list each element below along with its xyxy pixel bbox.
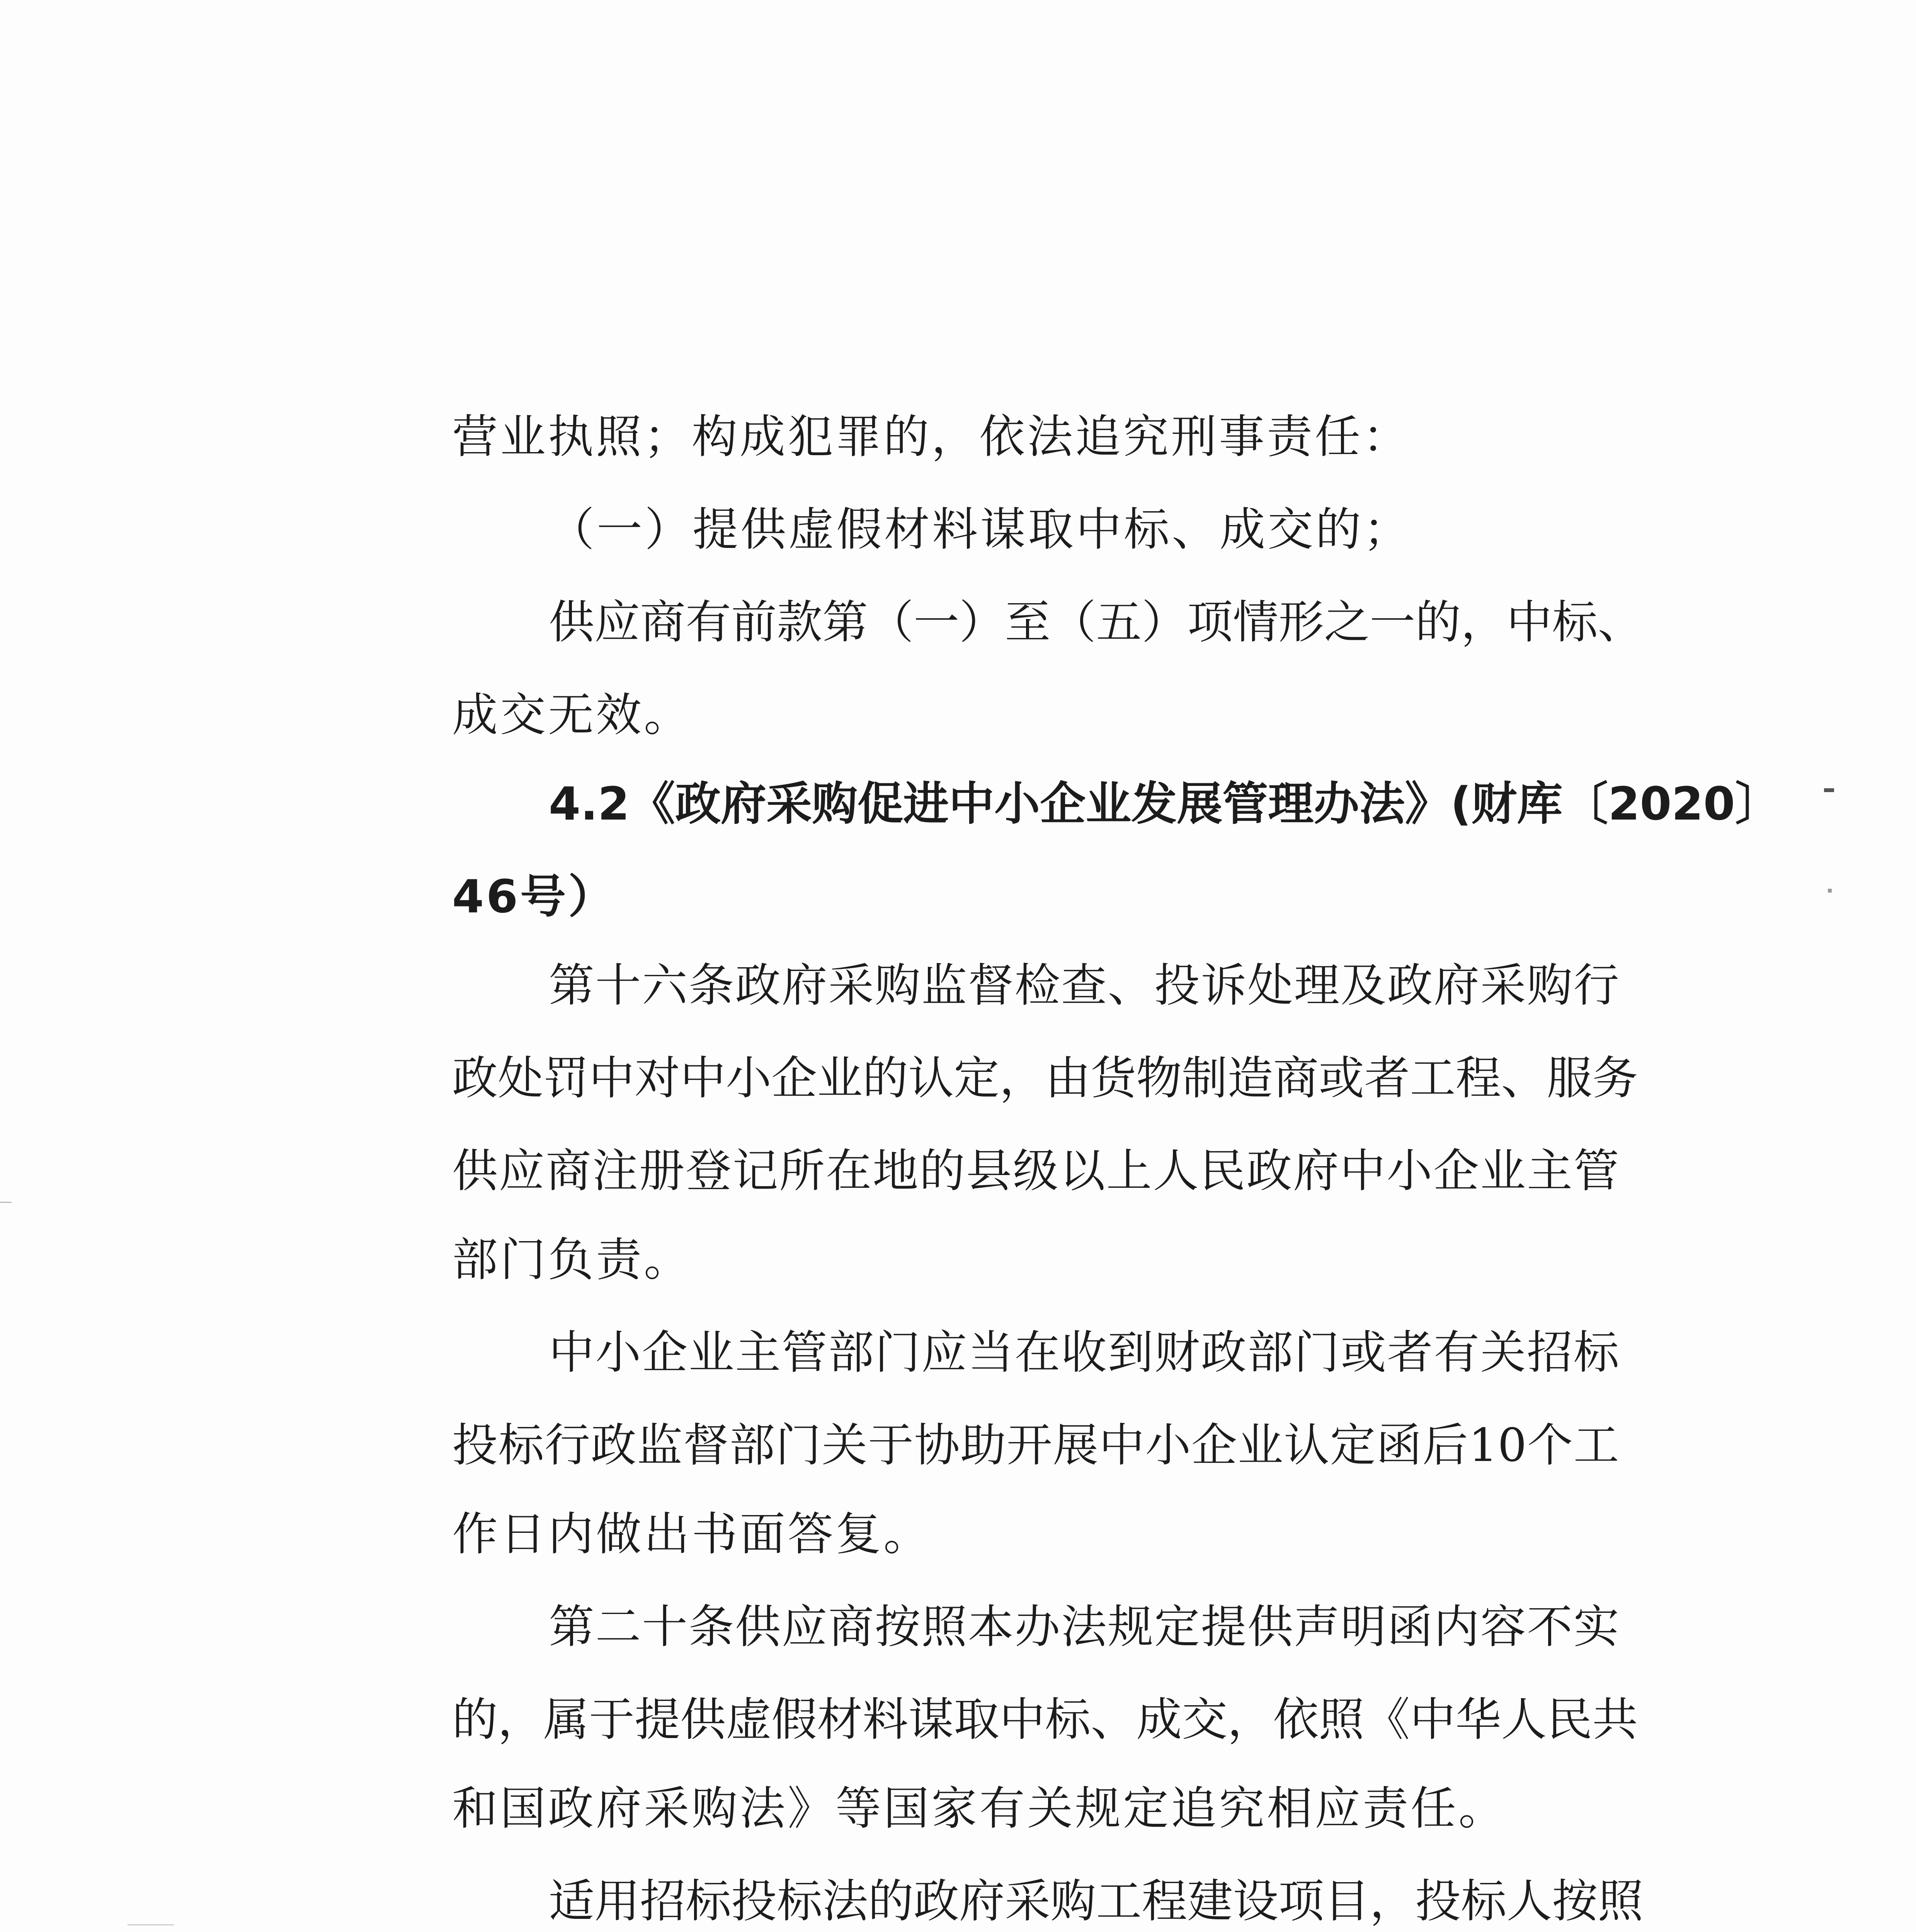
article-20-line: 的 ， 属 于 提 供 虚 假 材 料 谋 取 中 标 、 成 交 ， 依 照 《 中 华 人 民 共 (452, 1693, 1638, 1746)
paragraph-line: 适 用 招 标 投 标 法 的 政 府 采 购 工 程 建 设 项 目 ， 投 标 人 按 照 (549, 1874, 1644, 1928)
section-heading: 4.2 《 政 府 采 购 促 进 中 小 企 业 发 展 管 理 办 法 》 ( 财 库 〔 2020 〕 (549, 777, 1781, 830)
text-line-justified: 供 应 商 有 前 款 第 （ 一 ） 至 （ 五 ） 项 情 形 之 一 的 ， 中 标 、 (549, 595, 1644, 649)
article-20-line: 第 二 十 条 供 应 商 按 照 本 办 法 规 定 提 供 声 明 函 内 容 不 实 (549, 1600, 1619, 1653)
article-16-line: 政 处 罚 中 对 中 小 企 业 的 认 定 ， 由 货 物 制 造 商 或 者 工 程 、 服 务 (452, 1051, 1638, 1105)
scan-speck (1824, 788, 1834, 792)
article-16-line: 部门负责。 (452, 1233, 692, 1286)
paragraph-line: 作日内做出书面答复。 (452, 1507, 932, 1561)
scan-line (128, 1924, 174, 1925)
scan-line (0, 1202, 12, 1203)
article-20-line: 和国政府采购法》等国家有关规定追究相应责任。 (452, 1782, 1507, 1835)
paragraph-line: 投 标 行 政 监 督 部 门 关 于 协 助 开 展 中 小 企 业 认 定 函 后 10 个 工 (452, 1418, 1619, 1472)
article-16-line: 供 应 商 注 册 登 记 所 在 地 的 县 级 以 上 人 民 政 府 中 小 企 业 主 管 (452, 1144, 1619, 1197)
paragraph-line: 中 小 企 业 主 管 部 门 应 当 在 收 到 财 政 部 门 或 者 有 关 招 标 (549, 1326, 1619, 1379)
scan-speck (1828, 889, 1832, 893)
text-line: （一）提供虚假材料谋取中标、成交的； (549, 503, 1412, 556)
text-line: 营业执照；构成犯罪的，依法追究刑事责任： (452, 410, 1411, 463)
text-line: 成交无效。 (452, 688, 692, 742)
section-heading-continued: 46号） (452, 870, 616, 923)
article-16-line: 第 十 六 条 政 府 采 购 监 督 检 查 、 投 诉 处 理 及 政 府 采 购 行 (549, 959, 1619, 1012)
